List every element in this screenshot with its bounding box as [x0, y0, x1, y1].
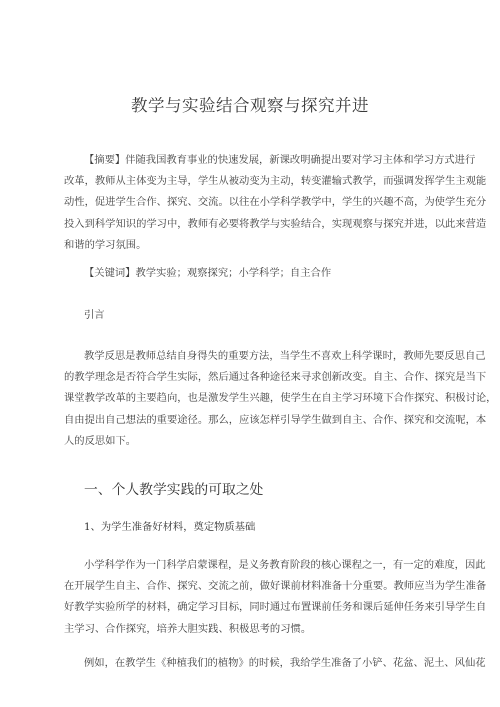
subsection-line: 主学习、合作探究，培养大胆实践、积极思考的习惯。 [64, 622, 312, 635]
intro-line: 教学反思是教师总结自身得失的重要方法，当学生不喜欢上科学课时，教师先要反思自己 [84, 350, 486, 362]
intro-line: 人的反思如下。 [64, 434, 137, 447]
intro-line: 自由提出自己想法的重要途径。那么，应该怎样引导学生做到自主、合作、探究和交流呢，本 [64, 413, 487, 426]
abstract-line: 改革，教师从主体变为主导，学生从被动变为主动，转变灌输式教学，而强调发挥学生主观能 [64, 175, 487, 188]
intro-heading: 引言 [84, 309, 105, 321]
document-title: 教学与实验结合观察与探究并进 [131, 96, 369, 115]
intro-line: 的教学理念是否符合学生实际，然后通过各种途径来寻求创新改变。自主、合作、探究是当下 [64, 371, 487, 384]
section-heading: 一、个人教学实践的可取之处 [84, 482, 264, 498]
abstract-paragraph [64, 150, 487, 256]
abstract-line: 和谐的学习氛围。 [64, 238, 147, 251]
subsection-line: 好教学实验所学的材料，确定学习目标，同时通过布置课前任务和课后延伸任务来引导学生自 [64, 601, 487, 614]
abstract-line: 投入到科学知识的学习中，教师有必要将教学与实验结合，实现观察与探究并进，以此来营造 [64, 217, 487, 230]
example-line: 例如，在教学生《种植我们的植物》的时候，我给学生准备了小铲、花盆、泥土、风仙花 [84, 657, 486, 669]
subsection-line: 小学科学作为一门科学启蒙课程，是义务教育阶段的核心课程之一，有一定的难度，因此 [84, 559, 486, 571]
intro-line: 课堂教学改革的主要趋向，也是激发学生兴趣，使学生在自主学习环境下合作探究、积极讨论， [64, 392, 497, 405]
intro-paragraph [64, 346, 497, 452]
example-paragraph [64, 653, 486, 674]
subsection-line: 在开展学生自主、合作、探究、交流之前，做好课前材料准备十分重要。教师应当为学生准备 [64, 580, 487, 593]
subsection-paragraph [64, 555, 487, 640]
abstract-line: 动性，促进学生合作、探究、交流。以往在小学科学教学中，学生的兴趣不高，为使学生充分 [64, 196, 487, 209]
subsection-heading: 1、为学生准备好材料，奠定物质基础 [84, 521, 256, 533]
keywords-line: 【关键词】教学实验；观察探究；小学科学；自主合作 [84, 267, 332, 279]
abstract-line: 【摘要】伴随我国教育事业的快速发展，新课改明确提出要对学习主体和学习方式进行 [84, 154, 476, 166]
